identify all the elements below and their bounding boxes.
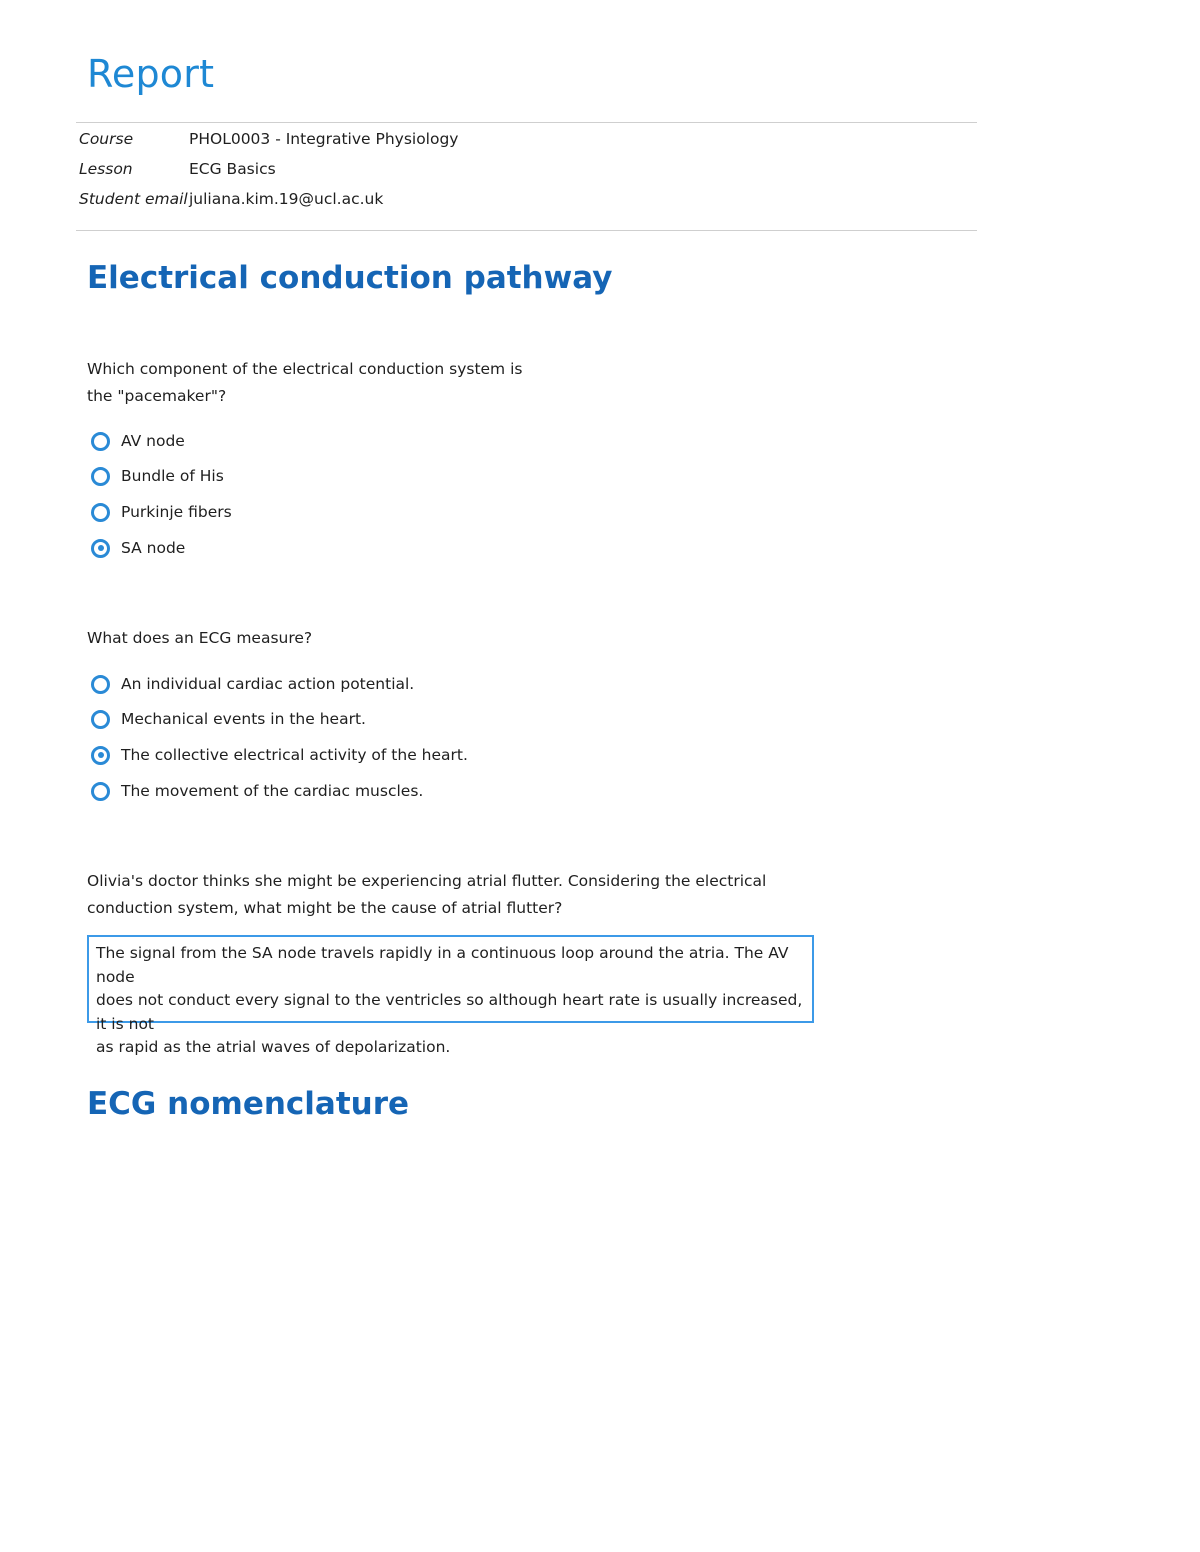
section-heading-nomenclature: ECG nomenclature [87, 1086, 410, 1122]
course-value: PHOL0003 - Integrative Physiology [189, 130, 459, 148]
option-label: Mechanical events in the heart. [121, 710, 366, 728]
question-prompt-line: Olivia's doctor thinks she might be experiencing atrial flutter. Considering the electrical [87, 872, 767, 890]
option-label: An individual cardiac action potential. [121, 675, 415, 693]
option-av-node[interactable] [91, 430, 185, 452]
option-label: The movement of the cardiac muscles. [121, 782, 424, 800]
answer-text-box[interactable] [87, 935, 814, 1056]
meta-row-course [79, 128, 458, 150]
option-label: The collective electrical activity of the heart. [121, 746, 468, 764]
lesson-value: ECG Basics [189, 160, 276, 178]
answer-line: does not conduct every signal to the ventricles so although heart rate is usually increased, it is not [96, 991, 803, 1033]
question-prompt-line: What does an ECG measure? [87, 629, 313, 647]
header-divider-bottom [76, 230, 977, 231]
radio-unchecked-icon[interactable] [91, 432, 110, 451]
course-label: Course [79, 130, 134, 148]
option-mechanical-events[interactable] [91, 708, 366, 730]
meta-row-email [79, 188, 383, 210]
question-atrial-flutter [87, 868, 766, 922]
section-heading-conduction: Electrical conduction pathway [87, 260, 613, 296]
page-title: Report [87, 52, 215, 96]
option-label: AV node [121, 432, 185, 450]
option-sa-node[interactable] [91, 537, 185, 559]
option-label: Bundle of His [121, 467, 224, 485]
meta-row-lesson [79, 158, 276, 180]
question-prompt-line: Which component of the electrical conduction system is [87, 360, 523, 378]
answer-line: The signal from the SA node travels rapidly in a continuous loop around the atria. The AV node [96, 944, 789, 986]
radio-unchecked-icon[interactable] [91, 675, 110, 694]
question-pacemaker [87, 356, 522, 410]
question-prompt-line: the "pacemaker"? [87, 387, 227, 405]
radio-checked-icon[interactable] [91, 539, 110, 558]
email-value: juliana.kim.19@ucl.ac.uk [189, 190, 384, 208]
question-ecg-measure [87, 625, 312, 652]
option-muscle-movement[interactable] [91, 780, 423, 802]
header-divider-top [76, 122, 977, 123]
lesson-label: Lesson [79, 160, 133, 178]
radio-unchecked-icon[interactable] [91, 710, 110, 729]
option-label: SA node [121, 539, 186, 557]
email-label: Student email [79, 190, 188, 208]
radio-checked-icon[interactable] [91, 746, 110, 765]
option-action-potential[interactable] [91, 673, 414, 695]
radio-unchecked-icon[interactable] [91, 503, 110, 522]
answer-line: as rapid as the atrial waves of depolarization. [96, 1038, 451, 1056]
question-prompt-line: conduction system, what might be the cause of atrial flutter? [87, 899, 563, 917]
radio-unchecked-icon[interactable] [91, 782, 110, 801]
radio-unchecked-icon[interactable] [91, 467, 110, 486]
option-bundle-of-his[interactable] [91, 465, 224, 487]
option-label: Purkinje fibers [121, 503, 232, 521]
option-collective-activity[interactable] [91, 744, 468, 766]
option-purkinje-fibers[interactable] [91, 501, 232, 523]
